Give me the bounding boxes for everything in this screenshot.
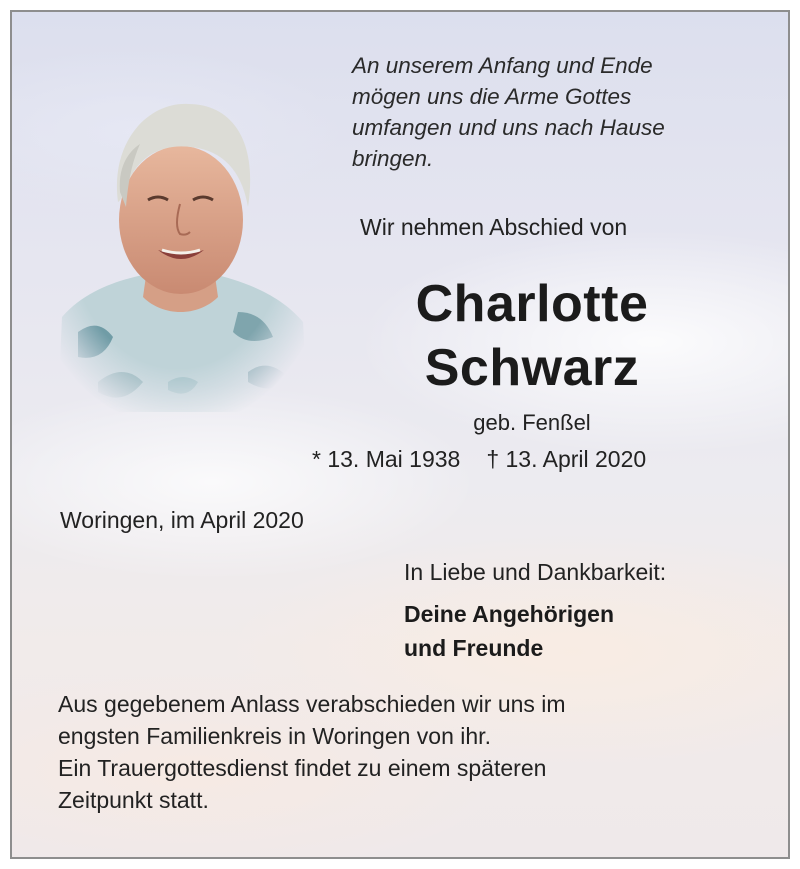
- family-line: und Freunde: [404, 635, 544, 661]
- verse-text: [352, 50, 665, 174]
- notice-line: Ein Trauergottesdienst findet zu einem späteren: [58, 755, 547, 781]
- family-line: Deine Angehörigen: [404, 601, 614, 627]
- notice-line: Zeitpunkt statt.: [58, 787, 209, 813]
- portrait-illustration: [48, 82, 308, 412]
- family-signature: [404, 597, 614, 665]
- portrait-photo: [48, 82, 308, 412]
- death-date: † 13. April 2020: [486, 446, 647, 472]
- notice-line: engsten Familienkreis in Woringen von ihr.: [58, 723, 491, 749]
- verse-line: umfangen und uns nach Hause: [352, 115, 665, 140]
- thanks-text: In Liebe und Dankbarkeit:: [404, 559, 667, 585]
- verse-line: An unserem Anfang und Ende: [352, 53, 653, 78]
- birth-name: geb. Fenßel: [473, 410, 591, 435]
- verse-line: mögen uns die Arme Gottes: [352, 84, 632, 109]
- birth-date: * 13. Mai 1938: [312, 446, 461, 472]
- place-date: Woringen, im April 2020: [60, 507, 304, 533]
- last-name: Schwarz: [424, 339, 640, 397]
- life-dates: [312, 446, 646, 473]
- obituary-card: [10, 10, 790, 859]
- notice-line: Aus gegebenem Anlass verabschieden wir uns im: [58, 691, 566, 717]
- verse-line: bringen.: [352, 146, 434, 171]
- farewell-text: Wir nehmen Abschied von: [360, 214, 628, 240]
- first-name: Charlotte: [415, 275, 649, 333]
- funeral-notice: [58, 688, 778, 816]
